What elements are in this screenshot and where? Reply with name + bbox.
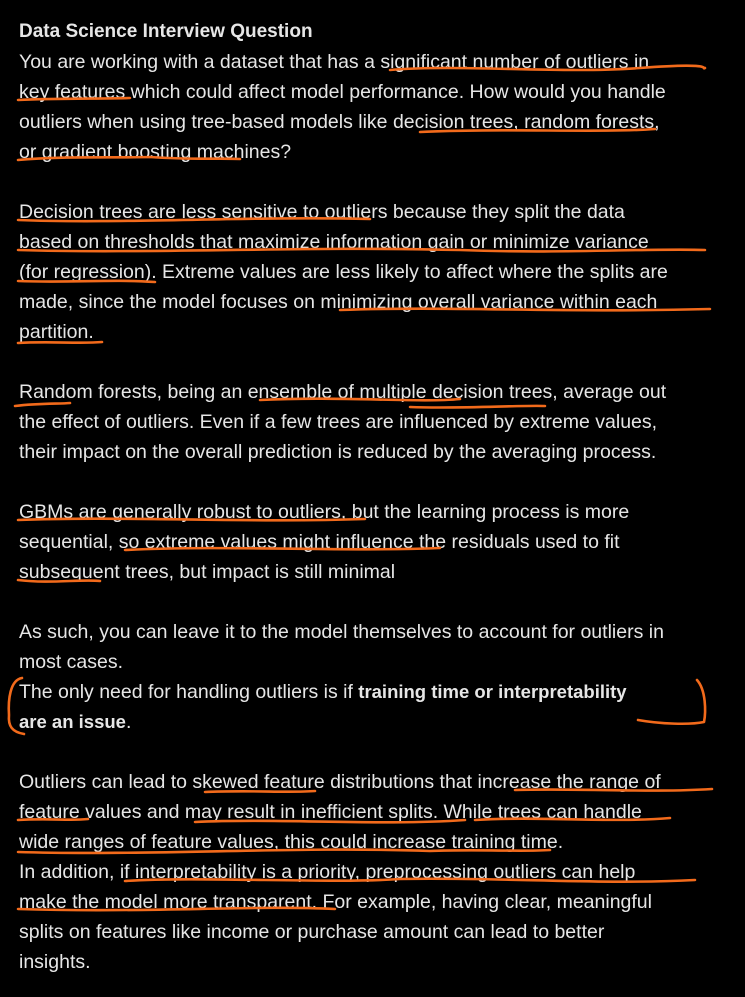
text-line: Random forests, being an ensemble of multiple decision trees, average out bbox=[19, 381, 667, 403]
text-line: (for regression). Extreme values are less likely to affect where the splits are bbox=[19, 261, 668, 283]
decision-trees-paragraph bbox=[19, 197, 739, 347]
gbm-paragraph bbox=[19, 497, 739, 587]
text-line: make the model more transparent. For example, having clear, meaningful bbox=[19, 891, 652, 913]
text-line: most cases. bbox=[19, 651, 124, 673]
text-line: feature values and may result in inefficient splits. While trees can handle bbox=[19, 801, 642, 823]
text-line: splits on features like income or purchase amount can lead to better bbox=[19, 921, 605, 943]
only-need-suffix: . bbox=[125, 711, 132, 733]
question-paragraph bbox=[19, 47, 739, 167]
text-line: You are working with a dataset that has a significant number of outliers in bbox=[19, 51, 650, 73]
text-line: partition. bbox=[19, 321, 94, 343]
text-line: their impact on the overall prediction is reduced by the averaging process. bbox=[19, 441, 657, 463]
only-need-prefix: The only need for handling outliers is if bbox=[19, 681, 359, 703]
conclusion-paragraph bbox=[19, 617, 739, 737]
text-line: As such, you can leave it to the model themselves to account for outliers in bbox=[19, 621, 664, 643]
text-line: made, since the model focuses on minimizing overall variance within each bbox=[19, 291, 658, 313]
text-line: based on thresholds that maximize information gain or minimize variance bbox=[19, 231, 649, 253]
random-forests-paragraph bbox=[19, 377, 739, 467]
only-need-line-2 bbox=[19, 707, 739, 737]
text-line: wide ranges of feature values, this could increase training time. bbox=[19, 831, 564, 853]
text-line: or gradient boosting machines? bbox=[19, 141, 292, 163]
text-line: insights. bbox=[19, 951, 91, 973]
text-line: In addition, if interpretability is a priority, preprocessing outliers can help bbox=[19, 861, 636, 883]
text-line: the effect of outliers. Even if a few trees are influenced by extreme values, bbox=[19, 411, 658, 433]
text-line: key features which could affect model performance. How would you handle bbox=[19, 81, 666, 103]
doc-title: Data Science Interview Question bbox=[19, 21, 313, 42]
text-line: Decision trees are less sensitive to outliers because they split the data bbox=[19, 201, 625, 223]
text-line: Outliers can lead to skewed feature distributions that increase the range of bbox=[19, 771, 661, 793]
outliers-effects-paragraph bbox=[19, 767, 739, 977]
only-need-bold-1: training time or interpretability bbox=[358, 681, 627, 702]
document-body bbox=[19, 17, 739, 977]
text-line: outliers when using tree-based models like decision trees, random forests, bbox=[19, 111, 660, 133]
text-line: subsequent trees, but impact is still minimal bbox=[19, 561, 396, 583]
text-line: GBMs are generally robust to outliers, but the learning process is more bbox=[19, 501, 630, 523]
only-need-bold-2: are an issue bbox=[19, 711, 126, 732]
only-need-line-1 bbox=[19, 677, 739, 707]
text-line: sequential, so extreme values might influence the residuals used to fit bbox=[19, 531, 620, 553]
